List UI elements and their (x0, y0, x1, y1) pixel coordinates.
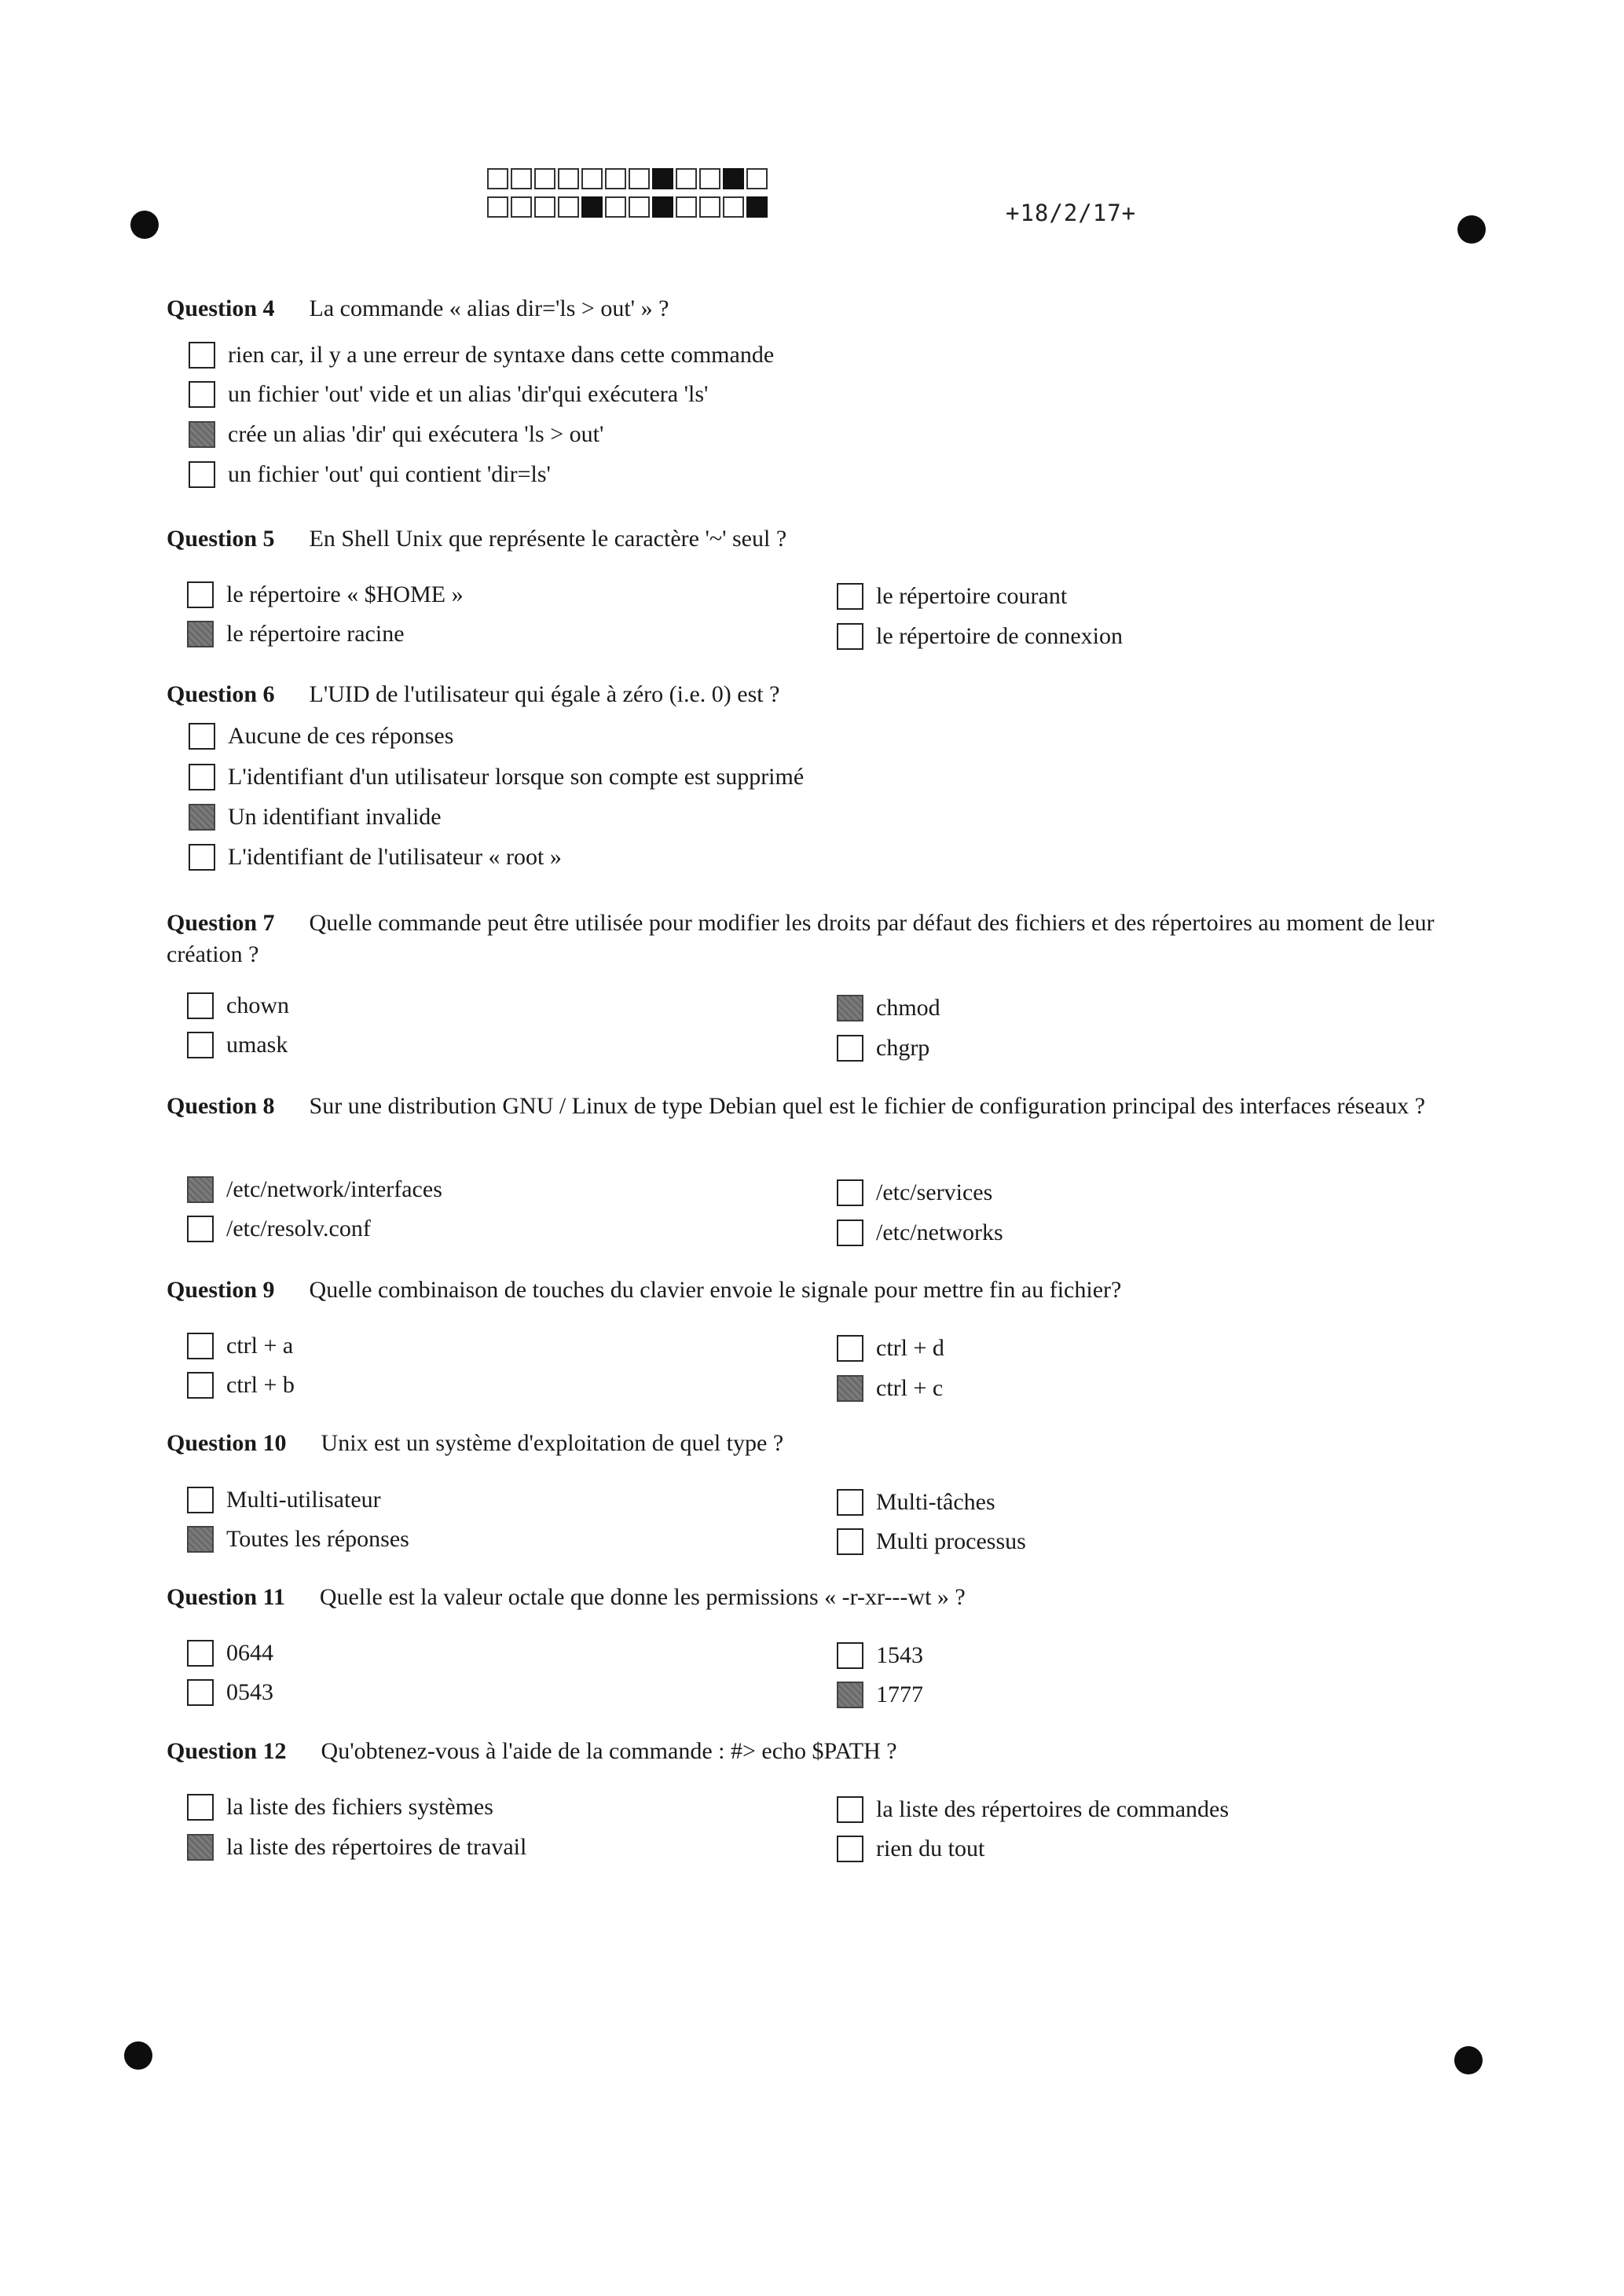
id-code-cell (652, 168, 673, 189)
answer-label: chmod (876, 995, 940, 1021)
answer-option[interactable] (837, 995, 940, 1021)
answer-label: 0543 (226, 1679, 273, 1705)
answer-label: Toutes les réponses (226, 1526, 409, 1552)
checkbox[interactable] (187, 1794, 214, 1821)
answer-label: ctrl + d (876, 1335, 944, 1361)
answer-label: umask (226, 1032, 288, 1058)
answer-option[interactable] (187, 1640, 273, 1667)
answer-option[interactable] (837, 583, 1067, 610)
answer-label: L'identifiant d'un utilisateur lorsque son compte est supprimé (228, 764, 805, 790)
question-number: Question 5 (167, 526, 275, 552)
question-text: Quelle commande peut être utilisée pour modifier les droits par défaut des fichiers et des répertoires au moment de leur création ? (167, 910, 1435, 967)
answer-option[interactable] (187, 1834, 526, 1861)
id-code-cell (534, 196, 555, 218)
id-code-cell (487, 168, 508, 189)
question-number: Question 8 (167, 1093, 275, 1119)
answer-label: un fichier 'out' vide et un alias 'dir'qui exécutera 'ls' (228, 381, 709, 407)
id-code-cell (511, 168, 532, 189)
checkbox[interactable] (189, 342, 215, 369)
answer-option[interactable] (837, 1335, 944, 1362)
question-text: L'UID de l'utilisateur qui égale à zéro (i.e. 0) est ? (309, 681, 780, 707)
question-header (167, 1275, 1463, 1306)
id-code-cell (699, 196, 720, 218)
answer-option[interactable] (187, 1526, 409, 1553)
checkbox-checked[interactable] (187, 1526, 214, 1553)
answer-option[interactable] (187, 1176, 442, 1203)
answer-label: /etc/services (876, 1179, 993, 1205)
answer-option[interactable] (837, 1035, 929, 1062)
question-text: Qu'obtenez-vous à l'aide de la commande : #> echo $PATH ? (321, 1738, 897, 1764)
question-number: Question 9 (167, 1277, 275, 1303)
checkbox[interactable] (837, 1179, 863, 1206)
registration-mark (1454, 2046, 1483, 2074)
checkbox[interactable] (837, 1220, 863, 1246)
answer-label: chgrp (876, 1035, 930, 1061)
id-code-cell (558, 168, 579, 189)
question-number: Question 11 (167, 1584, 285, 1610)
binary-id-code (487, 168, 770, 225)
id-code-cell (746, 168, 768, 189)
question-header (167, 293, 1463, 325)
question-header (167, 523, 1463, 555)
id-code-cell (652, 196, 673, 218)
question-header (167, 1736, 1463, 1767)
answer-label: le répertoire de connexion (876, 623, 1124, 649)
answer-label: Multi-utilisateur (226, 1487, 381, 1513)
checkbox[interactable] (837, 1335, 863, 1362)
answer-label: 1777 (876, 1682, 923, 1707)
question-header (167, 1582, 1463, 1613)
question-text: Sur une distribution GNU / Linux de type Debian quel est le fichier de configuration principal des interfaces réseaux ? (309, 1093, 1425, 1119)
answer-label: crée un alias 'dir' qui exécutera 'ls > out' (228, 421, 604, 447)
answer-label: le répertoire « $HOME » (226, 581, 464, 607)
answer-option[interactable] (189, 381, 708, 408)
answer-label: la liste des répertoires de commandes (876, 1796, 1230, 1822)
checkbox-checked[interactable] (837, 995, 863, 1021)
answer-option[interactable] (189, 804, 442, 831)
checkbox[interactable] (837, 1836, 863, 1862)
checkbox-checked[interactable] (837, 1375, 863, 1402)
answer-label: L'identifiant de l'utilisateur « root » (228, 844, 562, 870)
answer-label: un fichier 'out' qui contient 'dir=ls' (228, 461, 551, 487)
answer-label: ctrl + b (226, 1372, 295, 1398)
checkbox[interactable] (837, 1642, 863, 1669)
checkbox[interactable] (187, 1487, 214, 1513)
question-number: Question 4 (167, 295, 275, 321)
question-text: La commande « alias dir='ls > out' » ? (309, 295, 669, 321)
checkbox[interactable] (187, 992, 214, 1019)
answer-option[interactable] (187, 1372, 295, 1399)
answer-option[interactable] (187, 1216, 371, 1242)
answer-label: Multi-tâches (876, 1489, 995, 1515)
id-code-row (487, 168, 770, 192)
checkbox-checked[interactable] (187, 621, 214, 647)
question-header (167, 1091, 1463, 1122)
registration-mark (1457, 215, 1486, 244)
answer-option[interactable] (837, 1179, 992, 1206)
answer-option[interactable] (187, 1032, 288, 1058)
id-code-cell (746, 196, 768, 218)
answer-label: 0644 (226, 1640, 273, 1666)
registration-mark (130, 211, 159, 239)
checkbox[interactable] (187, 1372, 214, 1399)
checkbox[interactable] (189, 461, 215, 488)
checkbox[interactable] (187, 1679, 214, 1706)
checkbox[interactable] (187, 1333, 214, 1359)
answer-option[interactable] (837, 1796, 1229, 1823)
checkbox[interactable] (187, 1216, 214, 1242)
answer-option[interactable] (187, 1487, 381, 1513)
question-number: Question 7 (167, 910, 275, 936)
answer-option[interactable] (187, 1679, 273, 1706)
checkbox[interactable] (837, 1796, 863, 1823)
checkbox[interactable] (189, 723, 215, 750)
question-header (167, 679, 1463, 710)
answer-label: /etc/resolv.conf (226, 1216, 371, 1242)
answer-option[interactable] (187, 621, 405, 647)
answer-option[interactable] (837, 1836, 984, 1862)
checkbox-checked[interactable] (837, 1682, 863, 1708)
question-text: Quelle est la valeur octale que donne les permissions « -r-xr---wt » ? (319, 1584, 966, 1610)
answer-label: la liste des fichiers systèmes (226, 1794, 493, 1820)
registration-mark (124, 2041, 152, 2070)
answer-option[interactable] (837, 1220, 1003, 1246)
id-code-cell (511, 196, 532, 218)
question-number: Question 10 (167, 1430, 287, 1456)
checkbox[interactable] (187, 1032, 214, 1058)
question-number: Question 6 (167, 681, 275, 707)
id-code-cell (605, 168, 626, 189)
answer-option[interactable] (837, 1528, 1026, 1555)
answer-option[interactable] (837, 1489, 995, 1516)
checkbox-checked[interactable] (187, 1834, 214, 1861)
answer-label: ctrl + c (876, 1375, 944, 1401)
answer-option[interactable] (189, 844, 562, 871)
answer-option[interactable] (187, 1794, 493, 1821)
answer-option[interactable] (187, 581, 464, 608)
id-code-cell (723, 196, 744, 218)
checkbox[interactable] (189, 844, 215, 871)
answer-label: le répertoire courant (876, 583, 1068, 609)
answer-label: /etc/networks (876, 1220, 1003, 1245)
answer-option[interactable] (837, 1682, 923, 1708)
id-code-cell (629, 168, 650, 189)
id-code-cell (629, 196, 650, 218)
answer-label: ctrl + a (226, 1333, 294, 1359)
answer-label: chown (226, 992, 289, 1018)
answer-option[interactable] (189, 421, 603, 448)
id-code-row (487, 196, 770, 220)
answer-option[interactable] (189, 461, 551, 488)
answer-option[interactable] (187, 992, 289, 1019)
answer-label: rien du tout (876, 1836, 985, 1861)
id-code-cell (534, 168, 555, 189)
checkbox[interactable] (187, 1640, 214, 1667)
answer-label: Aucune de ces réponses (228, 723, 454, 749)
id-code-cell (676, 168, 697, 189)
answer-option[interactable] (837, 1642, 923, 1669)
id-code-cell (723, 168, 744, 189)
checkbox[interactable] (837, 1528, 863, 1555)
question-text: Unix est un système d'exploitation de quel type ? (321, 1430, 784, 1456)
question-header (167, 908, 1463, 970)
answer-label: Un identifiant invalide (228, 804, 442, 830)
answer-option[interactable] (187, 1333, 293, 1359)
answer-option[interactable] (837, 1375, 943, 1402)
question-text: En Shell Unix que représente le caractère '~' seul ? (309, 526, 787, 552)
page-reference: +18/2/17+ (1006, 200, 1137, 226)
id-code-cell (487, 196, 508, 218)
checkbox-checked[interactable] (189, 804, 215, 831)
id-code-cell (605, 196, 626, 218)
answer-option[interactable] (837, 623, 1123, 650)
id-code-cell (581, 168, 603, 189)
checkbox[interactable] (189, 381, 215, 408)
question-header (167, 1428, 1463, 1459)
answer-label: le répertoire racine (226, 621, 405, 647)
answer-label: 1543 (876, 1642, 923, 1668)
id-code-cell (581, 196, 603, 218)
id-code-cell (558, 196, 579, 218)
checkbox[interactable] (837, 583, 863, 610)
answer-option[interactable] (189, 723, 453, 750)
question-number: Question 12 (167, 1738, 287, 1764)
id-code-cell (699, 168, 720, 189)
answer-label: la liste des répertoires de travail (226, 1834, 527, 1860)
checkbox[interactable] (837, 1489, 863, 1516)
checkbox[interactable] (189, 764, 215, 790)
answer-option[interactable] (189, 342, 774, 369)
answer-label: Multi processus (876, 1528, 1026, 1554)
checkbox[interactable] (837, 623, 863, 650)
answer-label: /etc/network/interfaces (226, 1176, 442, 1202)
answer-label: rien car, il y a une erreur de syntaxe dans cette commande (228, 342, 775, 368)
checkbox[interactable] (187, 581, 214, 608)
checkbox[interactable] (837, 1035, 863, 1062)
checkbox-checked[interactable] (189, 421, 215, 448)
question-text: Quelle combinaison de touches du clavier envoie le signale pour mettre fin au fichier? (309, 1277, 1122, 1303)
id-code-cell (676, 196, 697, 218)
answer-option[interactable] (189, 764, 804, 790)
checkbox-checked[interactable] (187, 1176, 214, 1203)
